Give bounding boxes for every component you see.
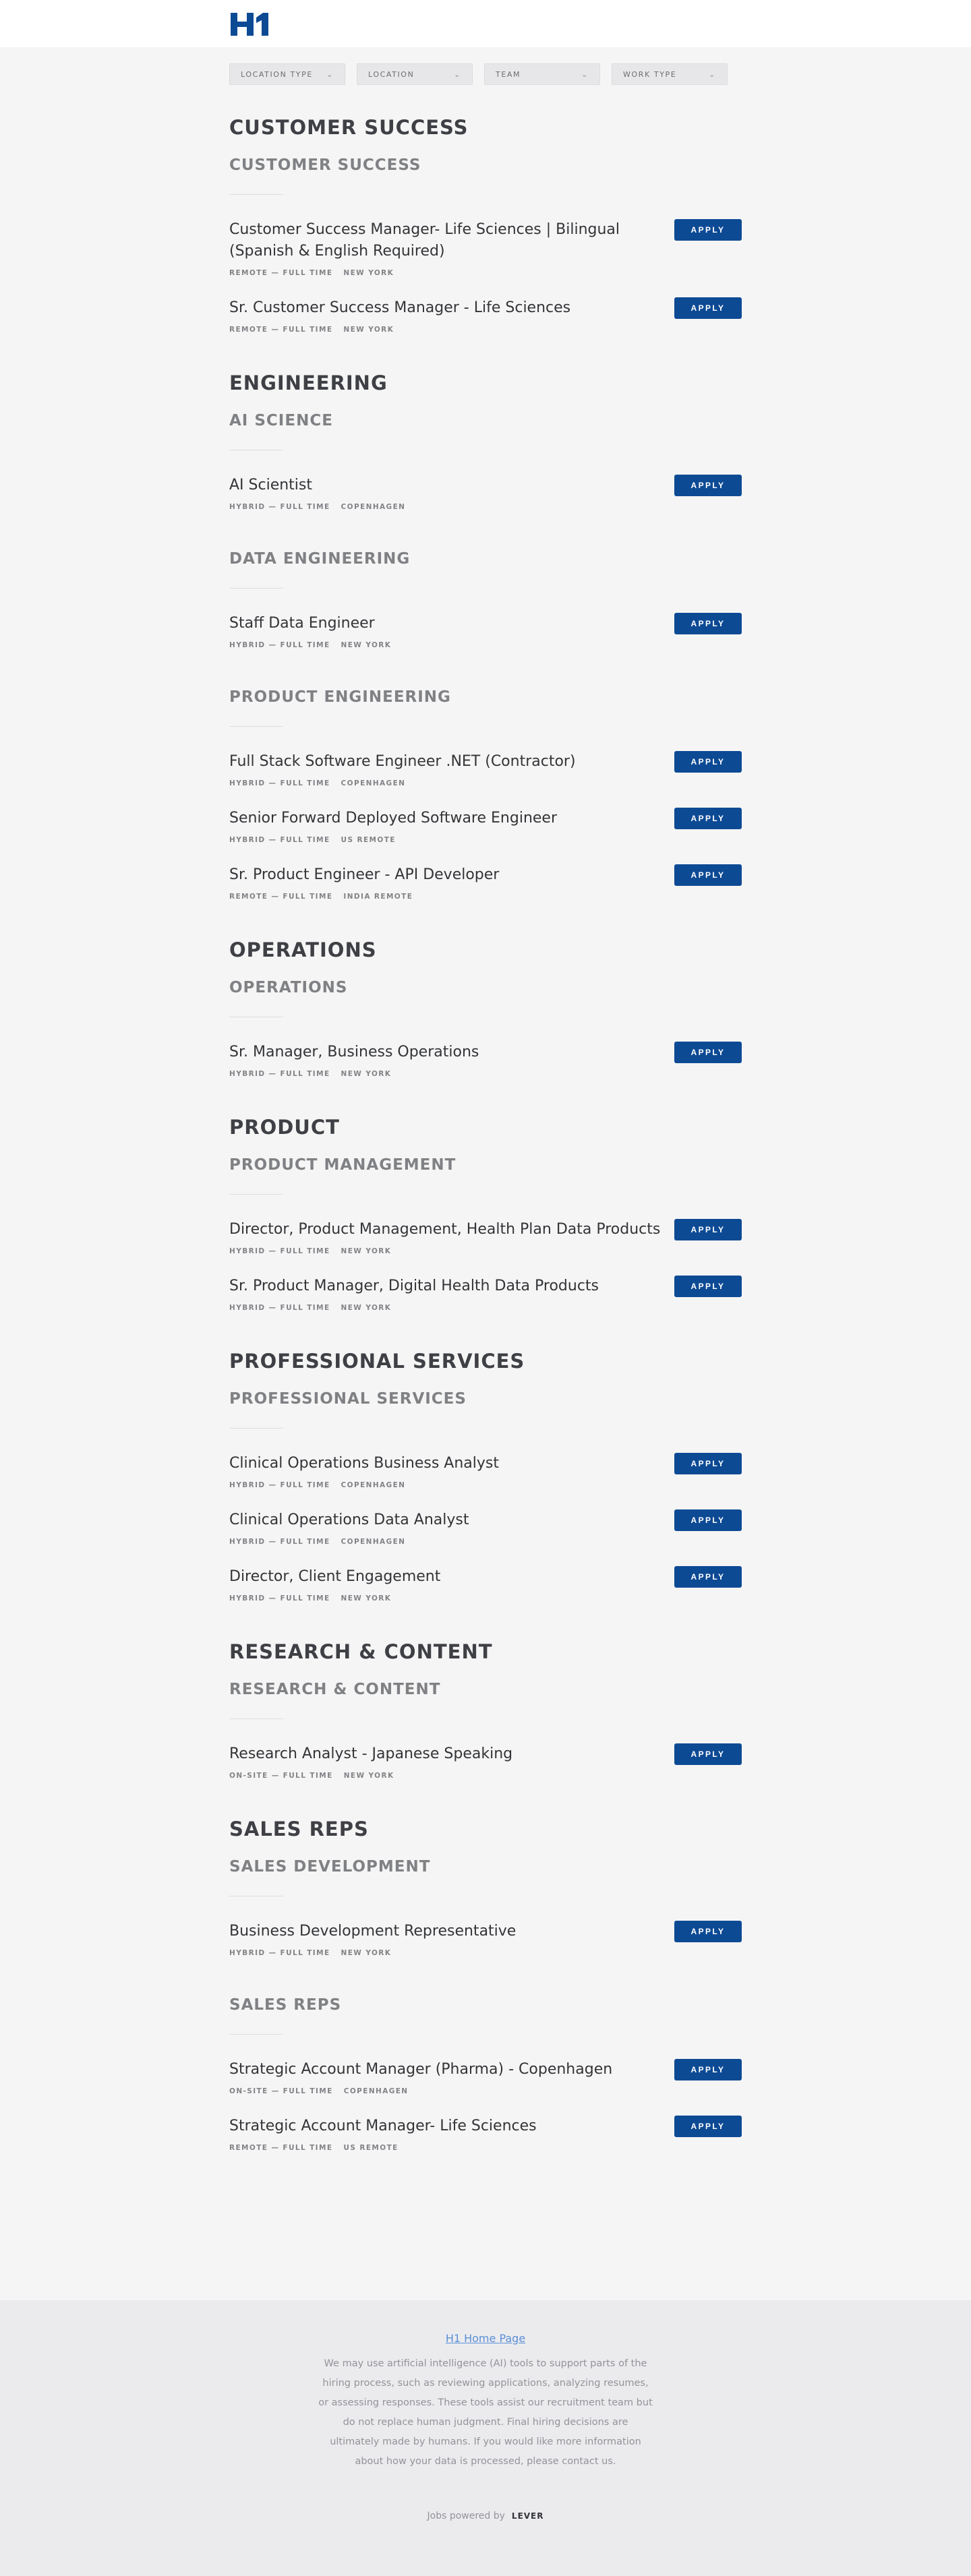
department-section [229, 938, 742, 1078]
team-title: SALES DEVELOPMENT [229, 1858, 431, 1876]
posting-row [229, 297, 742, 334]
posting-title-link[interactable]: Staff Data Engineer [229, 615, 375, 632]
posting-list [229, 2059, 742, 2152]
team-divider [229, 1194, 283, 1195]
posting-commitment: HYBRID — FULL TIME [229, 641, 330, 649]
chevron-down-icon: ⌄ [581, 69, 589, 79]
posting-title-link[interactable]: Customer Success Manager- Life Sciences | Bilingual (Spanish & English Required) [229, 221, 620, 260]
posting-commitment: HYBRID — FULL TIME [229, 1304, 330, 1312]
team-divider [229, 726, 283, 727]
posting-meta [229, 1594, 668, 1602]
filter-bar [229, 63, 742, 85]
team-divider [229, 1428, 283, 1429]
apply-button[interactable]: APPLY [674, 1219, 742, 1240]
posting-location: NEW YORK [341, 1949, 392, 1957]
department-title: SALES REPS [229, 1818, 369, 1840]
team-title: DATA ENGINEERING [229, 550, 411, 568]
posting-location: NEW YORK [343, 1772, 394, 1780]
team-section [229, 550, 742, 649]
apply-button[interactable]: APPLY [674, 1276, 742, 1297]
filter-label: LOCATION [368, 69, 415, 79]
posting-location: INDIA REMOTE [343, 893, 413, 901]
posting-commitment: HYBRID — FULL TIME [229, 1070, 330, 1078]
posting-info [229, 1453, 668, 1489]
apply-button[interactable]: APPLY [674, 475, 742, 496]
posting-title-link[interactable]: Strategic Account Manager- Life Sciences [229, 2118, 537, 2134]
team-title: PRODUCT ENGINEERING [229, 688, 451, 706]
posting-commitment: HYBRID — FULL TIME [229, 779, 330, 787]
apply-button[interactable]: APPLY [674, 297, 742, 319]
apply-button[interactable]: APPLY [674, 1921, 742, 1942]
team-section [229, 1681, 742, 1780]
home-page-link[interactable]: H1 Home Page [445, 2332, 526, 2345]
posting-row [229, 1453, 742, 1489]
posting-row [229, 1276, 742, 1312]
posting-info [229, 1509, 668, 1546]
department-title: PRODUCT [229, 1116, 340, 1139]
department-section [229, 116, 742, 334]
posting-meta [229, 1481, 668, 1489]
team-divider [229, 588, 283, 589]
filter-label: WORK TYPE [623, 69, 677, 79]
posting-row [229, 1921, 742, 1957]
posting-location: COPENHAGEN [341, 1538, 406, 1546]
lever-logo[interactable]: LEVER [511, 2511, 544, 2521]
footer [0, 2300, 971, 2576]
apply-button[interactable]: APPLY [674, 1743, 742, 1765]
posting-list [229, 1219, 742, 1312]
filter-work-type[interactable] [612, 63, 728, 85]
posting-location: US REMOTE [341, 836, 396, 844]
posting-location: NEW YORK [341, 1304, 392, 1312]
posting-meta [229, 269, 668, 277]
team-section [229, 1858, 742, 1957]
ai-disclaimer: We may use artificial intelligence (AI) tools to support parts of the hiring process, such as reviewing applications, analyzing resumes, or assessing responses. These tools assist our recruitment team but do not replace human judgment. Final hiring decisions are ultimately made by humans. If you would like more information about how your data is processed, please contact us. [318, 2358, 653, 2467]
department-section [229, 1640, 742, 1780]
posting-row [229, 751, 742, 787]
chevron-down-icon: ⌄ [454, 69, 461, 79]
posting-meta [229, 1070, 668, 1078]
posting-title-link[interactable]: Director, Client Engagement [229, 1568, 441, 1585]
posting-row [229, 1566, 742, 1602]
department-title: CUSTOMER SUCCESS [229, 116, 469, 139]
powered-by-text: Jobs powered by [427, 2511, 505, 2521]
posting-row [229, 1219, 742, 1255]
team-title: CUSTOMER SUCCESS [229, 156, 421, 174]
posting-commitment: HYBRID — FULL TIME [229, 836, 330, 844]
posting-commitment: HYBRID — FULL TIME [229, 1247, 330, 1255]
posting-list [229, 475, 742, 511]
filter-team[interactable] [484, 63, 600, 85]
posting-commitment: REMOTE — FULL TIME [229, 893, 333, 901]
posting-location: US REMOTE [343, 2144, 399, 2152]
posting-title-link[interactable]: Research Analyst - Japanese Speaking [229, 1745, 513, 1762]
posting-meta [229, 1772, 668, 1780]
posting-info [229, 1219, 668, 1255]
posting-commitment: REMOTE — FULL TIME [229, 2144, 333, 2152]
posting-commitment: HYBRID — FULL TIME [229, 1481, 330, 1489]
posting-commitment: ON-SITE — FULL TIME [229, 1772, 333, 1780]
posting-title-link[interactable]: Sr. Customer Success Manager - Life Sciences [229, 299, 571, 316]
powered-by [0, 2511, 971, 2521]
posting-title-link[interactable]: Sr. Manager, Business Operations [229, 1044, 479, 1060]
team-title: OPERATIONS [229, 979, 348, 996]
posting-title-link[interactable]: Full Stack Software Engineer .NET (Contractor) [229, 753, 576, 770]
posting-list [229, 219, 742, 334]
posting-info [229, 219, 668, 277]
posting-commitment: HYBRID — FULL TIME [229, 1949, 330, 1957]
posting-commitment: REMOTE — FULL TIME [229, 326, 333, 334]
posting-list [229, 751, 742, 901]
posting-info [229, 808, 668, 844]
apply-button[interactable]: APPLY [674, 1453, 742, 1474]
department-title: ENGINEERING [229, 371, 388, 394]
apply-button[interactable]: APPLY [674, 2059, 742, 2080]
posting-meta [229, 893, 668, 901]
posting-row [229, 1042, 742, 1078]
posting-info [229, 475, 668, 511]
posting-meta [229, 1304, 668, 1312]
team-divider [229, 1718, 283, 1719]
department-section [229, 1116, 742, 1312]
posting-location: NEW YORK [343, 269, 394, 277]
team-divider [229, 2034, 283, 2035]
posting-meta [229, 1949, 668, 1957]
posting-row [229, 1743, 742, 1780]
posting-info [229, 1743, 668, 1780]
filter-location-type[interactable] [229, 63, 345, 85]
posting-meta [229, 1247, 668, 1255]
team-title: RESEARCH & CONTENT [229, 1681, 441, 1698]
department-title: RESEARCH & CONTENT [229, 1640, 493, 1663]
filter-location[interactable] [357, 63, 473, 85]
posting-commitment: REMOTE — FULL TIME [229, 269, 333, 277]
posting-row [229, 864, 742, 901]
posting-info [229, 613, 668, 649]
posting-location: NEW YORK [341, 641, 392, 649]
posting-title-link[interactable]: Clinical Operations Business Analyst [229, 1455, 499, 1472]
department-title: PROFESSIONAL SERVICES [229, 1350, 525, 1373]
team-section [229, 688, 742, 901]
posting-commitment: ON-SITE — FULL TIME [229, 2087, 333, 2095]
posting-location: COPENHAGEN [343, 2087, 409, 2095]
posting-row [229, 808, 742, 844]
team-section [229, 1996, 742, 2152]
team-divider [229, 194, 283, 195]
posting-info [229, 1921, 668, 1957]
posting-meta [229, 836, 668, 844]
posting-location: NEW YORK [341, 1247, 392, 1255]
posting-title-link[interactable]: Director, Product Management, Health Plan Data Products [229, 1221, 661, 1238]
apply-button[interactable]: APPLY [674, 219, 742, 241]
posting-row [229, 2059, 742, 2095]
apply-button[interactable]: APPLY [674, 864, 742, 886]
posting-info [229, 2059, 668, 2095]
team-title: PROFESSIONAL SERVICES [229, 1390, 467, 1408]
department-section [229, 1350, 742, 1602]
posting-commitment: HYBRID — FULL TIME [229, 1594, 330, 1602]
team-title: SALES REPS [229, 1996, 342, 2014]
posting-row [229, 2116, 742, 2152]
team-title: PRODUCT MANAGEMENT [229, 1156, 457, 1174]
posting-list [229, 1921, 742, 1957]
posting-meta [229, 2144, 668, 2152]
posting-meta [229, 1538, 668, 1546]
posting-location: NEW YORK [341, 1070, 392, 1078]
department-title: OPERATIONS [229, 938, 377, 961]
posting-commitment: HYBRID — FULL TIME [229, 1538, 330, 1546]
apply-button[interactable]: APPLY [674, 1566, 742, 1588]
posting-location: NEW YORK [343, 326, 394, 334]
posting-title-link[interactable]: Sr. Product Manager, Digital Health Data Products [229, 1278, 599, 1294]
apply-button[interactable]: APPLY [674, 808, 742, 829]
posting-meta [229, 779, 668, 787]
posting-list [229, 613, 742, 649]
posting-info [229, 297, 668, 334]
posting-meta [229, 503, 668, 511]
team-section [229, 979, 742, 1078]
posting-row [229, 219, 742, 277]
team-section [229, 1156, 742, 1312]
posting-meta [229, 326, 668, 334]
posting-location: COPENHAGEN [341, 503, 406, 511]
posting-row [229, 1509, 742, 1546]
posting-meta [229, 2087, 668, 2095]
posting-title-link[interactable]: Business Development Representative [229, 1923, 517, 1940]
apply-button[interactable]: APPLY [674, 751, 742, 773]
chevron-down-icon: ⌄ [709, 69, 716, 79]
posting-list [229, 1042, 742, 1078]
postings-list [229, 116, 742, 2152]
team-section [229, 412, 742, 511]
posting-meta [229, 641, 668, 649]
posting-location: COPENHAGEN [341, 1481, 406, 1489]
posting-location: COPENHAGEN [341, 779, 406, 787]
posting-location: NEW YORK [341, 1594, 392, 1602]
apply-button[interactable]: APPLY [674, 2116, 742, 2137]
posting-info [229, 1042, 668, 1078]
header [0, 0, 971, 47]
posting-row [229, 613, 742, 649]
posting-info [229, 1566, 668, 1602]
posting-title-link[interactable]: AI Scientist [229, 477, 313, 493]
department-section [229, 371, 742, 901]
apply-button[interactable]: APPLY [674, 1509, 742, 1531]
posting-info [229, 751, 668, 787]
posting-list [229, 1743, 742, 1780]
filter-label: LOCATION TYPE [241, 69, 313, 79]
filter-label: TEAM [496, 69, 521, 79]
team-section [229, 156, 742, 334]
posting-row [229, 475, 742, 511]
h1-logo-icon [229, 11, 270, 37]
posting-title-link[interactable]: Senior Forward Deployed Software Engineer [229, 810, 557, 827]
posting-list [229, 1453, 742, 1602]
department-section [229, 1818, 742, 2152]
team-title: AI SCIENCE [229, 412, 333, 429]
h1-logo[interactable] [229, 10, 270, 37]
posting-info [229, 864, 668, 901]
chevron-down-icon: ⌄ [326, 69, 334, 79]
posting-info [229, 2116, 668, 2152]
apply-button[interactable]: APPLY [674, 613, 742, 634]
posting-title-link[interactable]: Strategic Account Manager (Pharma) - Copenhagen [229, 2061, 613, 2078]
posting-title-link[interactable]: Clinical Operations Data Analyst [229, 1511, 469, 1528]
team-section [229, 1390, 742, 1602]
posting-commitment: HYBRID — FULL TIME [229, 503, 330, 511]
posting-title-link[interactable]: Sr. Product Engineer - API Developer [229, 866, 500, 883]
posting-info [229, 1276, 668, 1312]
apply-button[interactable]: APPLY [674, 1042, 742, 1063]
main-content [229, 47, 742, 2300]
